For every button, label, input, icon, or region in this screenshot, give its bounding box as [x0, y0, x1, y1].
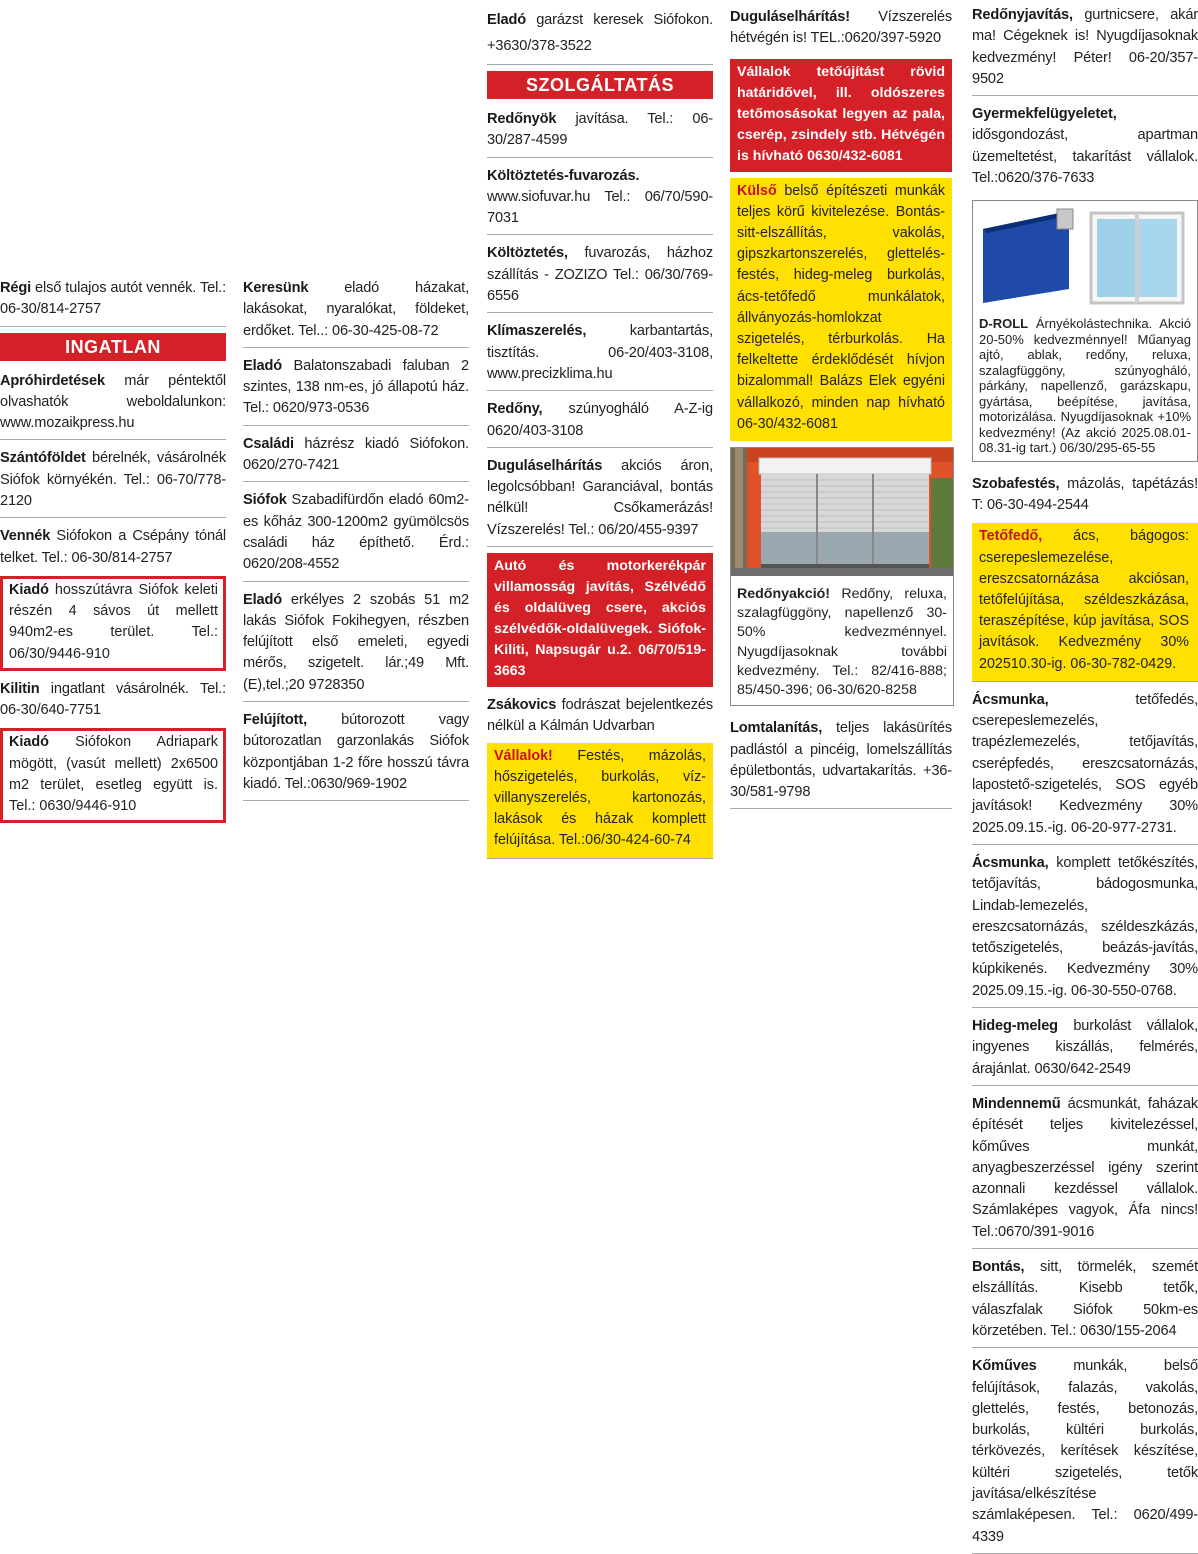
highlighted-ad-yellow: Tetőfedő, ács, bágogos: cserepeslemezelése, ereszcsatornázása akciósan, tetőfelújítása, széldeszkázása, teraszépítése, kúp javítása, SOS javítások. Kedvezmény 30% 202510.30-ig. 06-30-782-0429.	[972, 523, 1198, 681]
classified-ad: Mindennemű ácsmunkát, faházak építését teljes kivitelezéssel, kőműves munkát, anyagbeszerzéssel igény szerint azonnali kezdéssel vállalok. Számlaképes vagyok, Áfa nincs! Tel.:0670/391-9016	[972, 1092, 1198, 1249]
classified-ad: Redőnyök javítása. Tel.: 06-30/287-4599	[487, 107, 713, 158]
ad-caption: D-ROLL Árnyékolástechnika. Akció 20-50% kedvezménnyel! Műanyag ajtó, ablak, redőny, reluxa, szalagfüggöny, szúnyogháló, párkány, napellenző, garázskapu, gyártása, beépítése, javítása, motorizálása. Nyugdíjasoknak +10% kedvezmény! (Az akció 2025.08.01-08.31-ig tart.) 06/30/295-65-55	[979, 316, 1191, 456]
classified-ad: Költöztetés, fuvarozás, házhoz szállítás - ZOZIZO Tel.: 06/30/769-6556	[487, 241, 713, 313]
framed-ad: Kiadó hosszútávra Siófok keleti részén 4 sávos út mellett 940m2-es terület. Tel.: 06/30/9446-910	[0, 576, 226, 671]
classified-ad: Eladó Balatonszabadi faluban 2 szintes, 138 nm-es, jó állapotú ház. Tel.: 0620/973-0536	[243, 354, 469, 426]
column-2	[243, 276, 469, 807]
classified-ad: Keresünk eladó házakat, lakásokat, nyaralókat, földeket, erdőket. Tel..: 06-30-425-08-72	[243, 276, 469, 348]
ad-caption: Redőnyakció! Redőny, reluxa, szalagfüggöny, napellenző 30-50% kedvezménnyel. Nyugdíjasoknak további kedvezmény. Tel.: 82/416-888; 85/450-396; 06-30/620-8258	[737, 586, 947, 699]
redonyakcio-ad-box	[730, 447, 954, 706]
column-4	[730, 5, 952, 815]
classified-ad: Ácsmunka, komplett tetőkészítés, tetőjavítás, bádogosmunka, Lindab-lemezelés, ereszcsatornázás, széldeszkázás, tetőszigetelés, beázás-javítás, kúpkikenés. Kedvezmény 30% 2025.09.15.-ig. 06-30-550-0768.	[972, 851, 1198, 1008]
classified-ad: Eladó erkélyes 2 szobás 51 m2 lakás Siófok Fokihegyen, részben felújított első emeleti, egyedi mérős, szigetelt. lár.;49 Mft. (E),tel.;20 9728350	[243, 588, 469, 702]
classified-ad: Hideg-meleg burkolást vállalok, ingyenes kiszállás, felmérés, árajánlat. 0630/642-2549	[972, 1014, 1198, 1086]
column-5	[972, 3, 1198, 1554]
classified-ad: Vennék Siófokon a Csépány tónál telket. Tel.: 06-30/814-2757	[0, 528, 226, 566]
classified-ad: Ácsmunka, tetőfedés, cserepeslemezelés, trapézlemezelés, tetőjavítás, cserépfedés, ereszcsatornázás, lapostető-szigetelés, SOS egyéb javítások! Kedvezmény 30% 2025.09.15.-ig. 06-20-977-2731.	[972, 688, 1198, 845]
classified-ad: Felújított, bútorozott vagy bútorozatlan garzonlakás Siófok központjában 1-2 főre hosszú távra kiadó. Tel.:0630/969-1902	[243, 708, 469, 801]
shutter-window-photo	[973, 201, 1197, 307]
classified-ad: Siófok Szabadifürdőn eladó 60m2-es kőház 300-1200m2 gyümölcsös családi ház építhető. Érd.: 0620/208-4552	[243, 488, 469, 581]
classified-ad: Költöztetés-fuvarozás. www.siofuvar.hu Tel.: 06/70/590-7031	[487, 164, 713, 236]
classified-ad: Zsákovics fodrászat bejelentkezés nélkül a Kálmán Udvarban	[487, 697, 713, 735]
classified-ad: Duguláselhárítás akciós áron, legolcsóbban! Garanciával, bontás nélkül! Csőkamerázás! Vízszerelés! Tel.: 06/20/455-9397	[487, 454, 713, 547]
classified-ad: Eladó garázst keresek Siófokon. +3630/378-3522	[487, 5, 713, 65]
classified-ad: Redőnyjavítás, gurtnicsere, akár ma! Cégeknek is! Nyugdíjasoknak kedvezmény! Péter! 06-20/357-9502	[972, 3, 1198, 96]
classified-ad: Régi első tulajos autót vennék. Tel.: 06-30/814-2757	[0, 276, 226, 327]
section-header-szolgaltatas: SZOLGÁLTATÁS	[487, 71, 713, 99]
column-1	[0, 276, 226, 829]
section-header-ingatlan: INGATLAN	[0, 333, 226, 361]
roller-shutter-house-photo	[731, 448, 953, 576]
column-3	[487, 5, 713, 865]
highlighted-ad-yellow: Külső belső építészeti munkák teljes körű kivitelezése. Bontás-sitt-elszállítás, vakolás, gipszkartonszerelés, glettelés-festés, hideg-meleg burkolás, ács-tetőfedő munkálatok, állványozás-homlokzat szigetelés, térburkolás. Ha felkeltette érdeklődését hívjon bizalommal! Balázs Elek egyéni vállalkozó, minden nap hívható 06-30/432-6081	[730, 178, 952, 441]
classified-ad: Családi házrész kiadó Siófokon. 0620/270-7421	[243, 432, 469, 483]
classified-ad: Kilitin ingatlant vásárolnék. Tel.: 06-30/640-7751	[0, 680, 226, 719]
classified-ad: Duguláselhárítás! Vízszerelés hétvégén is! TEL.:0620/397-5920	[730, 9, 952, 47]
classified-ad: Redőny, szúnyogháló A-Z-ig 0620/403-3108	[487, 397, 713, 448]
highlighted-ad-red: Autó és motorkerékpár villamosság javítás, Szélvédő és oldalüveg csere, akciós szélvédők-oldalüvegek. Siófok-Kiliti, Napsugár u.2. 06/70/519-3663	[487, 553, 713, 687]
highlighted-ad-yellow: Vállalok! Festés, mázolás, hőszigetelés, burkolás, víz-villanyszerelés, kartonozás, lakások és házak komplett felújítása. Tel.:06/30-424-60-74	[487, 743, 713, 859]
framed-ad: Kiadó Siófokon Adriapark mögött, (vasút mellett) 2x6500 m2 terület, esetleg együtt is. Tel.: 0630/9446-910	[0, 728, 226, 823]
classified-ad: Klímaszerelés, karbantartás, tisztítás. 06-20/403-3108, www.precizklima.hu	[487, 319, 713, 391]
classified-ad: Kőműves munkák, belső felújítások, falazás, vakolás, glettelés, festés, betonozás, burkolás, kültéri burkolás, térkövezés, kerítések készítése, kültéri szigetelés, tetők javítása/elkészítése számlaképesen. Tel.: 0620/499-4339	[972, 1354, 1198, 1554]
classified-ad: Apróhirdetések már péntektől olvashatók weboldalunkon: www.mozaikpress.hu	[0, 369, 226, 441]
classified-ad: Szobafestés, mázolás, tapétázás! T: 06-30-494-2544	[972, 475, 1198, 514]
classified-ad: Bontás, sitt, törmelék, szemét elszállítás. Kisebb tetők, válaszfalak Siófok 50km-es körzetében. Tel.: 0630/155-2064	[972, 1255, 1198, 1348]
classified-ad: Szántóföldet bérelnék, vásárolnék Siófok környékén. Tel.: 06-70/778-2120	[0, 446, 226, 518]
classified-ad: Gyermekfelügyeletet, idősgondozást, apartman üzemeltetést, takarítást vállalok. Tel.:0620/376-7633	[972, 106, 1198, 187]
highlighted-ad-red: Vállalok tetőújítást rövid határidővel, ill. oldószeres tetőmosásokat legyen az pala, cserép, zsindely stb. Hétvégén is hívható 0630/432-6081	[730, 59, 952, 172]
classified-ad: Lomtalanítás, teljes lakásürítés padlástól a pincéig, lomelszállítás épületbontás, udvartakarítás. +36-30/581-9798	[730, 716, 952, 809]
droll-ad-box	[972, 200, 1198, 462]
